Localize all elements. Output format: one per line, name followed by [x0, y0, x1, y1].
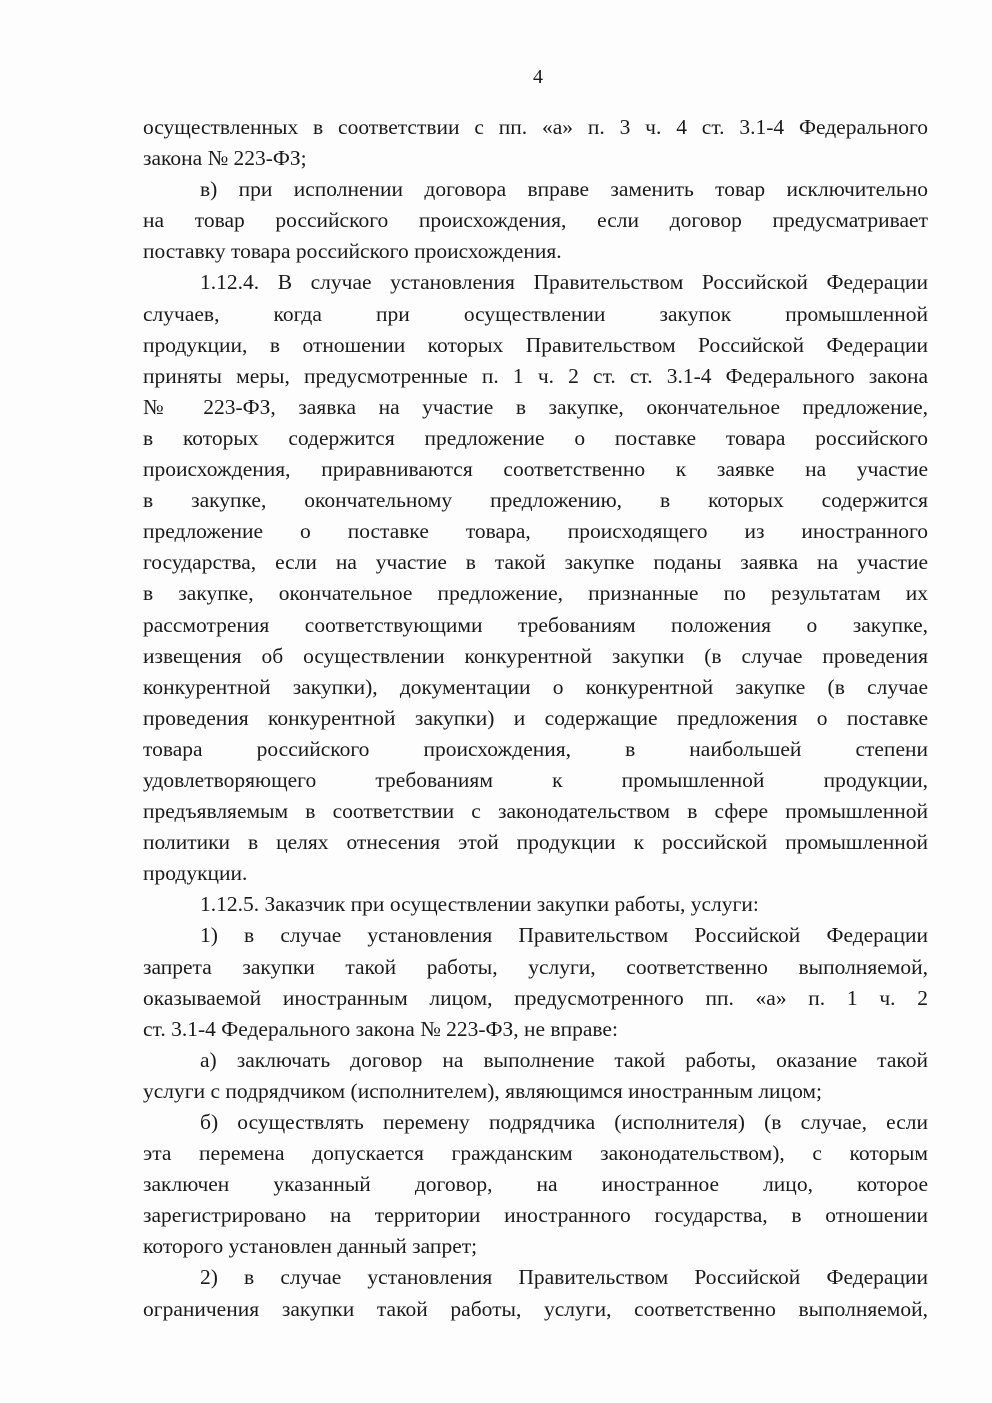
text-line: предложение о поставке товара, происходящего из иностранного — [143, 519, 928, 544]
text-line: зарегистрировано на территории иностранного государства, в отношении — [143, 1203, 928, 1228]
text-line: политики в целях отнесения этой продукции к российской промышленной — [143, 830, 928, 855]
page-number: 4 — [533, 66, 543, 88]
text-line: приняты меры, предусмотренные п. 1 ч. 2 ст. ст. 3.1-4 Федерального закона — [143, 363, 928, 388]
text-line: закона № 223-ФЗ; — [143, 146, 307, 171]
text-line: происхождения, приравниваются соответственно к заявке на участие — [143, 457, 928, 482]
text-line: в которых содержится предложение о поставке товара российского — [143, 425, 928, 450]
text-line: продукции. — [143, 861, 248, 886]
text-line: государства, если на участие в такой закупке поданы заявка на участие — [143, 550, 928, 575]
text-line: 1) в случае установления Правительством Российской Федерации — [200, 923, 928, 948]
text-line: б) осуществлять перемену подрядчика (исполнителя) (в случае, если — [200, 1110, 928, 1134]
text-line: конкурентной закупки), документации о конкурентной закупке (в случае — [143, 674, 928, 699]
body-text — [143, 112, 928, 1325]
text-line: товара российского происхождения, в наибольшей степени — [143, 736, 928, 761]
text-line: которого установлен данный запрет; — [143, 1234, 478, 1259]
text-line: поставку товара российского происхождения. — [143, 239, 562, 264]
text-line: 1.12.5. Заказчик при осуществлении закупки работы, услуги: — [200, 892, 759, 917]
text-line: удовлетворяющего требованиям к промышленной продукции, — [143, 767, 928, 792]
text-line: осуществленных в соответствии с пп. «а» п. 3 ч. 4 ст. 3.1-4 Федерального — [143, 115, 928, 139]
text-line: услуги с подрядчиком (исполнителем), являющимся иностранным лицом; — [143, 1078, 822, 1103]
text-line: в закупке, окончательному предложению, в которых содержится — [143, 488, 928, 513]
text-line: а) заключать договор на выполнение такой работы, оказание такой — [200, 1047, 928, 1072]
text-line: проведения конкурентной закупки) и содержащие предложения о поставке — [143, 705, 928, 730]
text-line: извещения об осуществлении конкурентной закупки (в случае проведения — [143, 643, 928, 668]
text-line: в) при исполнении договора вправе заменить товар исключительно — [200, 177, 928, 202]
text-line: продукции, в отношении которых Правительством Российской Федерации — [143, 332, 928, 357]
text-line: запрета закупки такой работы, услуги, соответственно выполняемой, — [143, 954, 928, 979]
text-line: оказываемой иностранным лицом, предусмотренного пп. «а» п. 1 ч. 2 — [143, 985, 928, 1010]
text-line: на товар российского происхождения, если договор предусматривает — [143, 208, 928, 233]
text-line: в закупке, окончательное предложение, признанные по результатам их — [143, 581, 928, 606]
text-line: № 223-ФЗ, заявка на участие в закупке, окончательное предложение, — [143, 394, 928, 419]
text-line: заключен указанный договор, на иностранное лицо, которое — [143, 1172, 928, 1197]
text-line: 2) в случае установления Правительством Российской Федерации — [200, 1265, 928, 1290]
text-line: 1.12.4. В случае установления Правительством Российской Федерации — [200, 270, 928, 295]
text-line: случаев, когда при осуществлении закупок промышленной — [143, 301, 928, 326]
text-line: предъявляемым в соответствии с законодательством в сфере промышленной — [143, 799, 928, 824]
text-line: эта перемена допускается гражданским законодательством), с которым — [143, 1141, 928, 1166]
text-line: ограничения закупки такой работы, услуги, соответственно выполняемой, — [143, 1296, 928, 1321]
text-line: ст. 3.1-4 Федерального закона № 223-ФЗ, не вправе: — [143, 1016, 618, 1041]
text-line: рассмотрения соответствующими требованиям положения о закупке, — [143, 612, 928, 637]
